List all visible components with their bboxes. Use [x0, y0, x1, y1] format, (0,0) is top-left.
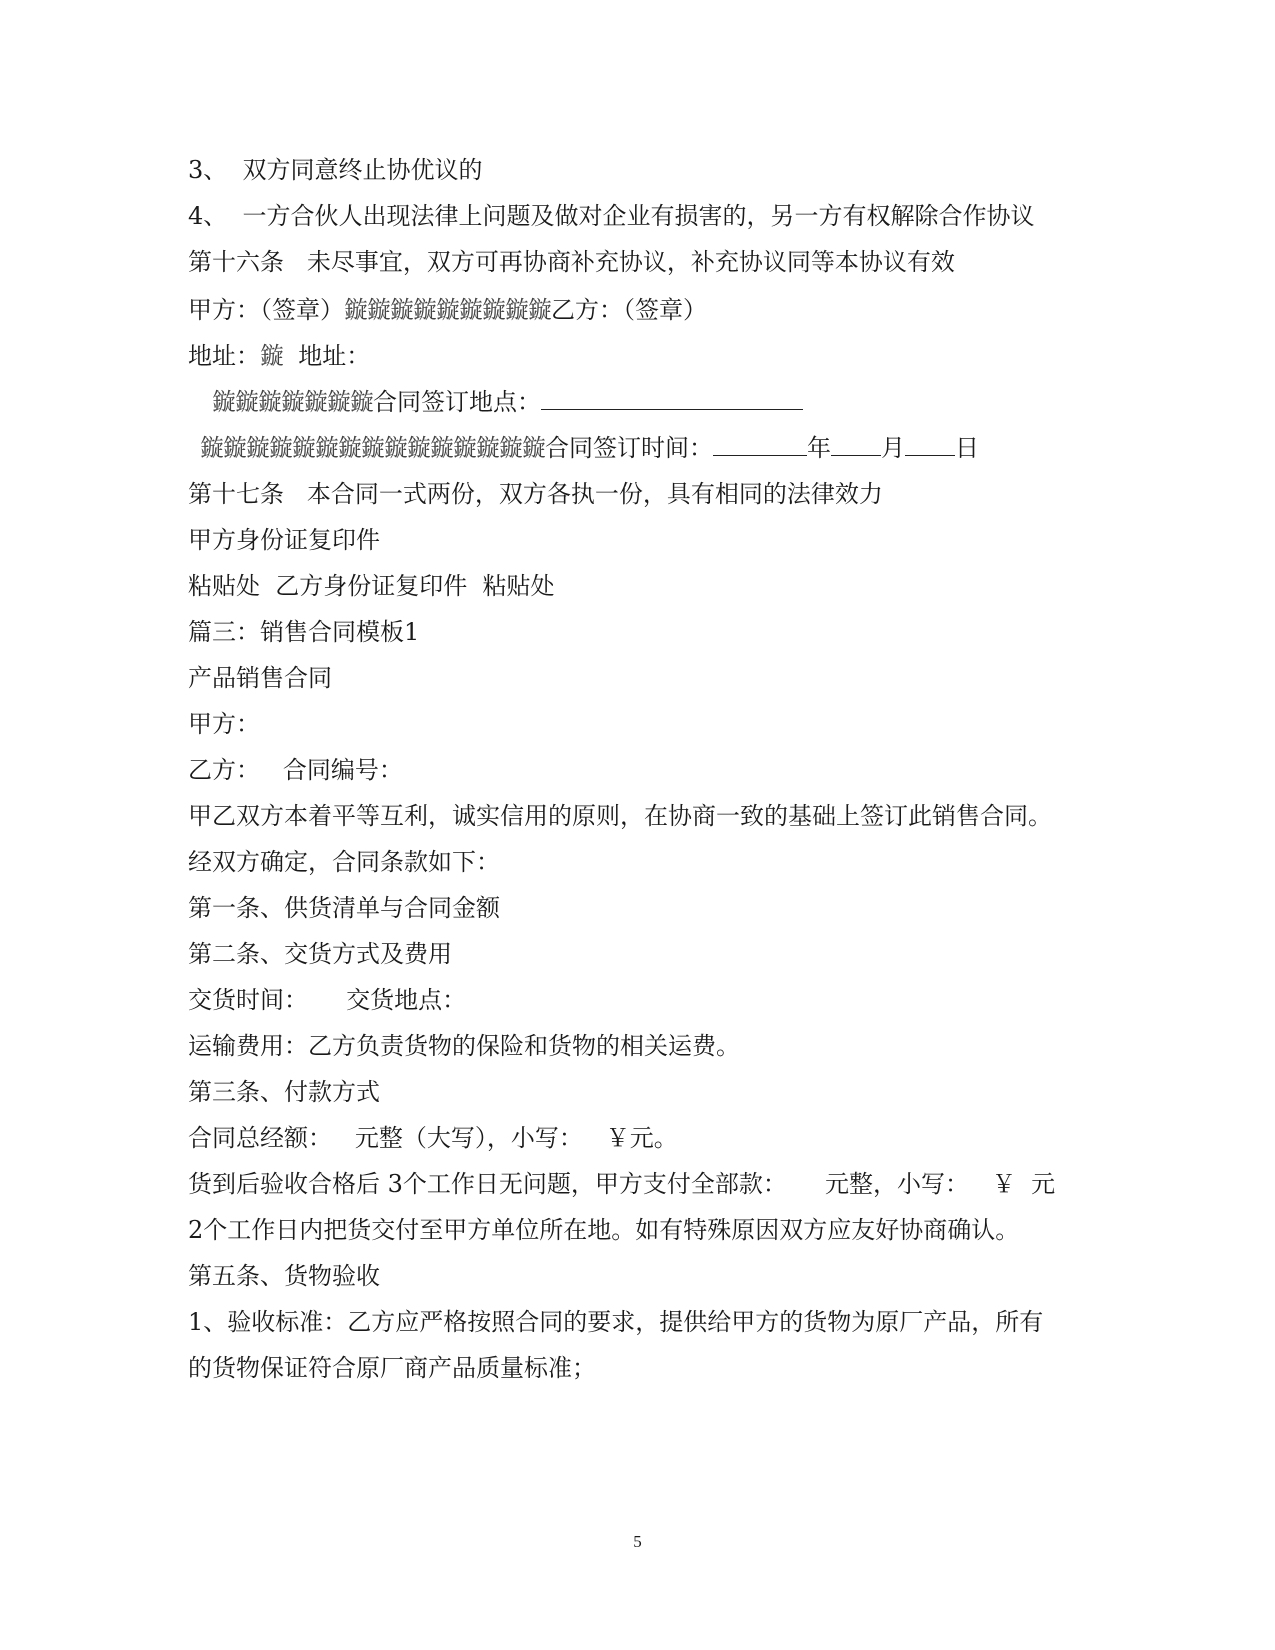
blank-underline: [713, 433, 807, 456]
signing-time-line: [200, 432, 979, 464]
text-line: 4、 一方合伙人出现法律上问题及做对企业有损害的，另一方有权解除合作协议: [188, 202, 1035, 230]
text-line: 甲方身份证复印件: [188, 526, 380, 554]
day-label: 日: [955, 434, 979, 462]
text-line: 粘贴处 乙方身份证复印件 粘贴处: [188, 572, 555, 600]
text-line: 1、验收标准：乙方应严格按照合同的要求，提供给甲方的货物为原厂产品，所有: [188, 1308, 1044, 1336]
page-number: 5: [633, 1532, 642, 1551]
text-line: 运输费用：乙方负责货物的保险和货物的相关运费。: [188, 1032, 740, 1060]
year-label: 年: [807, 434, 831, 462]
text-line: 交货时间： 交货地点：: [188, 986, 467, 1014]
text-line: 的货物保证符合原厂商产品质量标准；: [188, 1354, 596, 1382]
text-line: 2个工作日内把货交付至甲方单位所在地。如有特殊原因双方应友好协商确认。: [188, 1216, 1020, 1244]
text-line: 第十七条 本合同一式两份，双方各执一份，具有相同的法律效力: [188, 480, 883, 508]
text-line: 合同总经额： 元整（大写），小写： ￥元。: [188, 1124, 678, 1152]
clause-heading: 第三条、付款方式: [188, 1078, 380, 1106]
party-b-signature: 乙方：（签章）: [551, 296, 707, 324]
garbled-text: 鏇: [260, 342, 283, 370]
address-label: 地址：: [188, 342, 260, 370]
garbled-text: 鏇鏇鏇鏇鏇鏇鏇鏇鏇鏇鏇鏇鏇鏇鏇: [200, 434, 545, 462]
party-a-signature: 甲方：（签章）: [188, 296, 344, 324]
text-line: 乙方： 合同编号：: [188, 756, 403, 784]
text-line: 甲乙双方本着平等互利，诚实信用的原则，在协商一致的基础上签订此销售合同。: [188, 802, 1052, 830]
address-line: [188, 340, 370, 372]
signing-place-line: [212, 386, 803, 418]
signature-line: [188, 294, 707, 326]
text-line: 第十六条 未尽事宜，双方可再协商补充协议，补充协议同等本协议有效: [188, 248, 955, 276]
address-label: 地址：: [283, 342, 371, 370]
text-line: 经双方确定，合同条款如下：: [188, 848, 500, 876]
document-title: 产品销售合同: [188, 664, 332, 692]
signing-time-label: 合同签订时间：: [545, 434, 713, 462]
clause-heading: 第二条、交货方式及费用: [188, 940, 452, 968]
signing-place-label: 合同签订地点：: [373, 388, 541, 416]
text-line: 甲方：: [188, 710, 260, 738]
text-line: 货到后验收合格后 3个工作日无问题，甲方支付全部款： 元整，小写： ￥ 元: [188, 1170, 1056, 1198]
clause-heading: 第一条、供货清单与合同金额: [188, 894, 500, 922]
garbled-text: 鏇鏇鏇鏇鏇鏇鏇鏇鏇: [344, 296, 551, 324]
clause-heading: 第五条、货物验收: [188, 1262, 380, 1290]
month-label: 月: [881, 434, 905, 462]
blank-underline: [541, 387, 803, 410]
blank-underline: [905, 433, 955, 456]
section-heading: 篇三：销售合同模板1: [188, 618, 420, 646]
blank-underline: [831, 433, 881, 456]
text-line: 3、 双方同意终止协优议的: [188, 156, 483, 184]
garbled-text: 鏇鏇鏇鏇鏇鏇鏇: [212, 388, 373, 416]
